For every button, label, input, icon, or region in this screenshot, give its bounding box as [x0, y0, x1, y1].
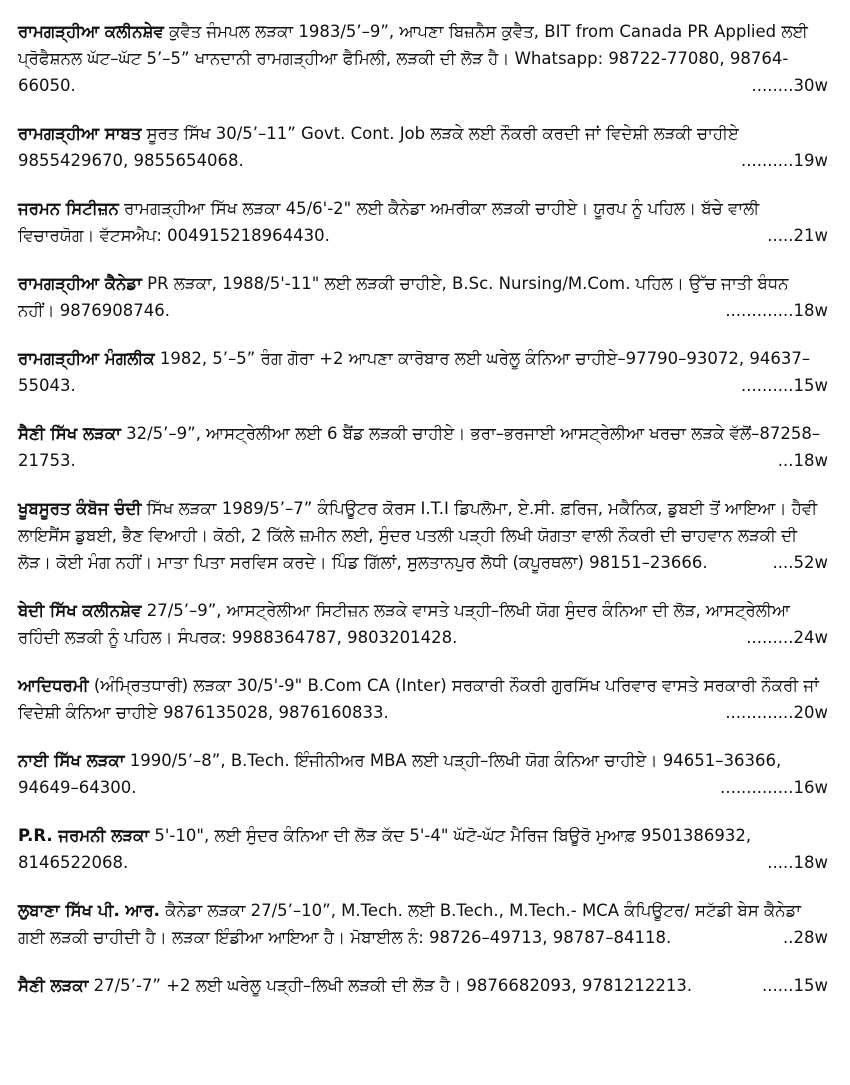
ad-code: ..28w: [777, 924, 828, 951]
matrimonial-ad: [18, 420, 828, 474]
ad-code: .....21w: [761, 222, 828, 249]
ad-heading: ਸੈਣੀ ਸਿੱਖ ਲੜਕਾ: [18, 424, 121, 443]
ad-code: .............18w: [719, 297, 828, 324]
ad-text: ਸੂਰਤ ਸਿੱਖ 30/5’–11” Govt. Cont. Job ਲੜਕੇ ਲਈ ਨੌਕਰੀ ਕਰਦੀ ਜਾਂ ਵਿਦੇਸ਼ੀ ਲੜਕੀ ਚਾਹੀਏ 9855429670, 9855654068.: [18, 124, 739, 170]
ad-heading: ਰਾਮਗੜ੍ਹੀਆ ਕਲੀਨਸ਼ੇਵ: [18, 22, 164, 41]
ad-text: ਕੈਨੇਡਾ ਲੜਕਾ 27/5’–10”, M.Tech. ਲਈ B.Tech., M.Tech.- MCA ਕੰਪਿਊਟਰ/ ਸਟੱਡੀ ਬੇਸ ਕੈਨੇਡਾ ਗਈ ਲੜਕੀ ਚਾਹੀਦੀ ਹੈ। ਲੜਕਾ ਇੰਡੀਆ ਆਇਆ ਹੈ। ਮੋਬਾਈਲ ਨੰ: 98726–49713, 98787–84118.: [18, 901, 802, 947]
ad-text: (ਅੰਮ੍ਰਿਤਧਾਰੀ) ਲੜਕਾ 30/5'-9" B.Com CA (Inter) ਸਰਕਾਰੀ ਨੌਕਰੀ ਗੁਰਸਿੱਖ ਪਰਿਵਾਰ ਵਾਸਤੇ ਸਰਕਾਰੀ ਨੌਕਰੀ ਜਾਂ ਵਿਦੇਸ਼ੀ ਕੰਨਿਆ ਚਾਹੀਏ 9876135028, 9876160833.: [18, 676, 819, 722]
ad-code: ......15w: [756, 972, 828, 999]
ad-heading: ਬੇਦੀ ਸਿੱਖ ਕਲੀਨਸ਼ੇਵ: [18, 601, 142, 620]
matrimonial-ad: [18, 120, 828, 174]
ad-code: ........30w: [746, 72, 828, 99]
ad-heading: ਰਾਮਗੜ੍ਹੀਆ ਮੰਗਲੀਕ: [18, 349, 155, 368]
ad-text: PR ਲੜਕਾ, 1988/5'-11" ਲਈ ਲੜਕੀ ਚਾਹੀਏ, B.Sc. Nursing/M.Com. ਪਹਿਲ। ਉੱਚ ਜਾਤੀ ਬੰਧਨ ਨਹੀਂ। 9876908746.: [18, 274, 789, 320]
ad-text: 1982, 5’–5” ਰੰਗ ਗੋਰਾ +2 ਆਪਣਾ ਕਾਰੋਬਾਰ ਲਈ ਘਰੇਲੂ ਕੰਨਿਆ ਚਾਹੀਏ–97790–93072, 94637–55043.: [18, 349, 811, 395]
ad-text: 32/5’–9”, ਆਸਟ੍ਰੇਲੀਆ ਲਈ 6 ਬੈਂਡ ਲੜਕੀ ਚਾਹੀਏ। ਭਰਾ–ਭਰਜਾਈ ਆਸਟ੍ਰੇਲੀਆ ਖਰਚਾ ਲੜਕੇ ਵੱਲੋਂ–87258–21753.: [18, 424, 821, 470]
ad-text: 27/5’–9”, ਆਸਟ੍ਰੇਲੀਆ ਸਿਟੀਜ਼ਨ ਲੜਕੇ ਵਾਸਤੇ ਪੜ੍ਹੀ–ਲਿਖੀ ਯੋਗ ਸੁੰਦਰ ਕੰਨਿਆ ਦੀ ਲੋੜ, ਆਸਟ੍ਰੇਲੀਆ ਰਹਿੰਦੀ ਲੜਕੀ ਨੂੰ ਪਹਿਲ। ਸੰਪਰਕ: 9988364787, 9803201428.: [18, 601, 790, 647]
ad-code: ..........15w: [735, 372, 828, 399]
matrimonial-ad: [18, 747, 828, 801]
ad-code: .....18w: [761, 849, 828, 876]
matrimonial-ad: [18, 345, 828, 399]
matrimonial-ad: [18, 822, 828, 876]
ad-code: ..........19w: [735, 147, 828, 174]
matrimonial-ad: [18, 270, 828, 324]
matrimonial-ad: [18, 672, 828, 726]
ad-text: 1990/5’–8”, B.Tech. ਇੰਜੀਨੀਅਰ MBA ਲਈ ਪੜ੍ਹੀ–ਲਿਖੀ ਯੋਗ ਕੰਨਿਆ ਚਾਹੀਏ। 94651–36366, 94649–64300.: [18, 751, 782, 797]
ad-text: ਸਿੱਖ ਲੜਕਾ 1989/5’–7” ਕੰਪਿਊਟਰ ਕੋਰਸ I.T.I ਡਿਪਲੋਮਾ, ਏ.ਸੀ. ਫ਼ਰਿਜ, ਮਕੈਨਿਕ, ਡੁਬਈ ਤੋਂ ਆਇਆ। ਹੈਵੀ ਲਾਇਸੈਂਸ ਡੁਬਈ, ਭੈਣ ਵਿਆਹੀ। ਕੋਠੀ, 2 ਕਿੱਲੇ ਜ਼ਮੀਨ ਲਈ, ਸੁੰਦਰ ਪਤਲੀ ਪੜ੍ਹੀ ਲਿਖੀ ਯੋਗਤਾ ਵਾਲੀ ਨੌਕਰੀ ਦੀ ਚਾਹਵਾਨ ਲੜਕੀ ਦੀ ਲੋੜ। ਕੋਈ ਮੰਗ ਨਹੀਂ। ਮਾਤਾ ਪਿਤਾ ਸਰਵਿਸ ਕਰਦੇ। ਪਿੰਡ ਗਿੱਲਾਂ, ਸੁਲਤਾਨਪੁਰ ਲੋਧੀ (ਕਪੂਰਥਲਾ) 98151–23666.: [18, 499, 818, 572]
matrimonial-ad: [18, 897, 828, 951]
ad-text: 27/5’-7” +2 ਲਈ ਘਰੇਲੂ ਪੜ੍ਹੀ–ਲਿਖੀ ਲੜਕੀ ਦੀ ਲੋੜ ਹੈ। 9876682093, 9781212213.: [88, 976, 693, 995]
ad-code: .........24w: [740, 624, 828, 651]
ad-code: ...18w: [772, 447, 828, 474]
ad-heading: ਲੁਬਾਣਾ ਸਿੱਖ ਪੀ. ਆਰ.: [18, 901, 160, 920]
matrimonial-ad: [18, 597, 828, 651]
matrimonial-ad: [18, 495, 828, 576]
matrimonial-ad: [18, 972, 828, 999]
ad-heading: ਰਾਮਗੜ੍ਹੀਆ ਸਾਬਤ: [18, 124, 142, 143]
ad-code: ..............16w: [714, 774, 828, 801]
ad-heading: ਰਾਮਗੜ੍ਹੀਆ ਕੈਨੇਡਾ: [18, 274, 142, 293]
ad-text: ਰਾਮਗੜ੍ਹੀਆ ਸਿੱਖ ਲੜਕਾ 45/6'-2" ਲਈ ਕੈਨੇਡਾ ਅਮਰੀਕਾ ਲੜਕੀ ਚਾਹੀਏ। ਯੂਰਪ ਨੂੰ ਪਹਿਲ। ਬੱਚੇ ਵਾਲੀ ਵਿਚਾਰਯੋਗ। ਵੱਟਸਐਪ: 004915218964430.: [18, 199, 760, 245]
ad-heading: ਸੈਣੀ ਲੜਕਾ: [18, 976, 89, 995]
ad-code: .............20w: [719, 699, 828, 726]
ad-heading: ਖੂਬਸੂਰਤ ਕੰਬੋਜ ਚੰਦੀ: [18, 499, 142, 518]
ad-heading: P.R. ਜਰਮਨੀ ਲੜਕਾ: [18, 826, 150, 845]
ad-text: 5'-10", ਲਈ ਸੁੰਦਰ ਕੰਨਿਆ ਦੀ ਲੋੜ ਕੱਦ 5'-4" ਘੱਟੋ-ਘੱਟ ਮੈਰਿਜ ਬਿਊਰੋ ਮੁਆਫ਼ 9501386932, 8146522068.: [18, 826, 752, 872]
ad-heading: ਜਰਮਨ ਸਿਟੀਜ਼ਨ: [18, 199, 119, 218]
ad-heading: ਨਾਈ ਸਿੱਖ ਲੜਕਾ: [18, 751, 125, 770]
matrimonial-ad: [18, 18, 828, 99]
matrimonial-ad: [18, 195, 828, 249]
ad-text: ਕੁਵੈਤ ਜੰਮਪਲ ਲੜਕਾ 1983/5’–9”, ਆਪਣਾ ਬਿਜ਼ਨੈਸ ਕੁਵੈਤ, BIT from Canada PR Applied ਲਈ ਪ੍ਰੋਫੈਸ਼ਨਲ ਘੱਟ–ਘੱਟ 5’–5” ਖਾਨਦਾਨੀ ਰਾਮਗੜ੍ਹੀਆ ਫੈਮਿਲੀ, ਲੜਕੀ ਦੀ ਲੋੜ ਹੈ। Whatsapp: 98722-77080, 98764-66050.: [18, 22, 808, 95]
ad-heading: ਆਦਿਧਰਮੀ: [18, 676, 89, 695]
ad-code: ....52w: [767, 549, 828, 576]
